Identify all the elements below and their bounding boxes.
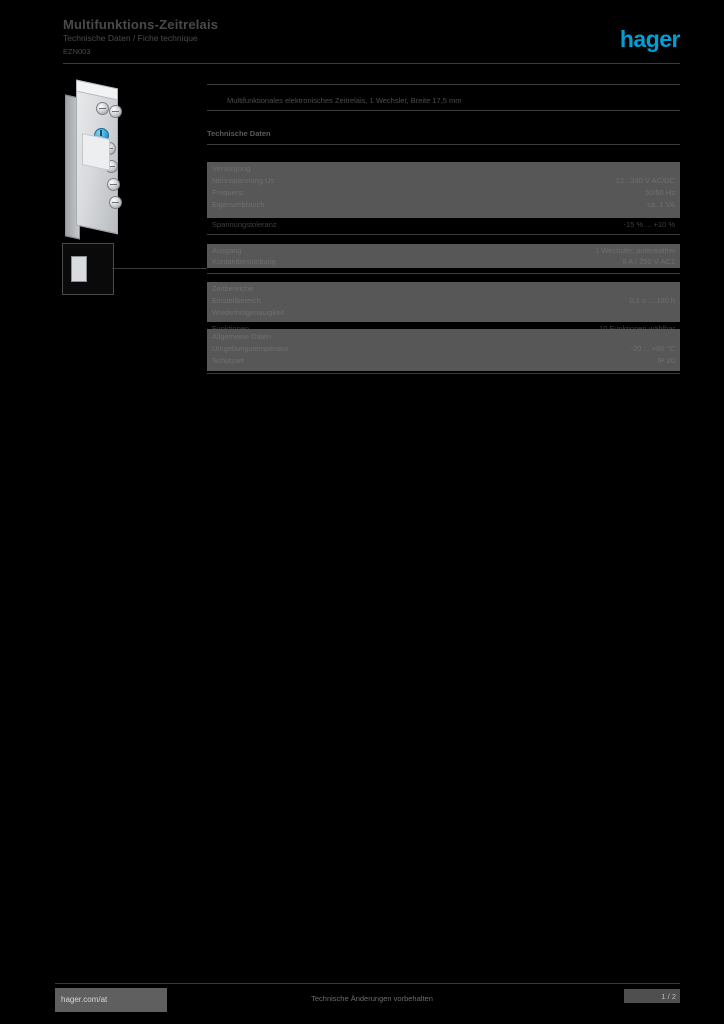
schematic-symbol-icon <box>71 256 87 282</box>
block-label: Allgemeine Daten <box>212 332 272 341</box>
page-subtitle: Technische Daten / Fiche technique <box>63 33 198 43</box>
row-label: Kontaktbestückung <box>212 257 276 266</box>
page-title: Multifunktions-Zeitrelais <box>63 18 219 32</box>
header-divider <box>63 63 680 64</box>
intro-text: Multifunktionales elektronisches Zeitrelais, 1 Wechsler, Breite 17,5 mm <box>227 96 462 105</box>
content-divider <box>207 144 680 145</box>
content-divider <box>207 234 680 235</box>
content-divider <box>207 110 680 111</box>
row-value: -20 ... +60 °C <box>630 344 675 353</box>
block-label: Zeitbereiche <box>212 284 254 293</box>
document-header <box>0 0 724 72</box>
block-label: Ausgang <box>212 246 242 255</box>
wiring-schematic <box>62 243 114 295</box>
footer-divider <box>55 983 680 984</box>
footer-website-badge[interactable] <box>55 988 167 1012</box>
terminal-screw-icon <box>109 196 122 209</box>
footer-page-box <box>624 989 680 1003</box>
row-label: Schutzart <box>212 356 244 365</box>
device-label-area <box>82 133 110 171</box>
row-value: 50/60 Hz <box>644 188 675 197</box>
terminal-screw-icon <box>107 178 120 191</box>
row-value: 12...240 V AC/DC <box>615 176 675 185</box>
row-value: ca. 1 VA <box>647 200 675 209</box>
row-value: IP 20 <box>657 356 675 365</box>
document-reference: EZN003 <box>63 47 91 56</box>
schematic-divider <box>112 268 207 269</box>
product-image <box>62 84 146 239</box>
block-label: Versorgung <box>212 164 251 173</box>
row-label: Nennspannung Us <box>212 176 275 185</box>
row-value: 1 Wechsler, potentialfrei <box>595 246 675 255</box>
row-label: Spannungstoleranz <box>212 220 277 229</box>
terminal-screw-icon <box>109 105 122 118</box>
row-label: Einstellbereich <box>212 296 261 305</box>
page-number: 1 / 2 <box>661 992 676 1001</box>
row-label: Frequenz <box>212 188 244 197</box>
row-value: 0,1 s ... 100 h <box>629 296 675 305</box>
row-label: Eigenverbrauch <box>212 200 265 209</box>
footer-website-label: hager.com/at <box>61 995 108 1004</box>
row-label: Wiederholgenauigkeit <box>212 308 285 317</box>
row-value: 8 A / 250 V AC1 <box>622 257 675 266</box>
content-divider <box>207 273 680 274</box>
section-heading: Technische Daten <box>207 129 271 138</box>
content-divider <box>207 373 680 374</box>
terminal-screw-icon <box>96 102 109 115</box>
row-value: -15 % ... +10 % <box>623 220 675 229</box>
footer-note: Technische Änderungen vorbehalten <box>311 994 433 1003</box>
content-divider <box>207 84 680 85</box>
hager-logo: hager <box>619 26 680 52</box>
row-label: Umgebungstemperatur <box>212 344 289 353</box>
